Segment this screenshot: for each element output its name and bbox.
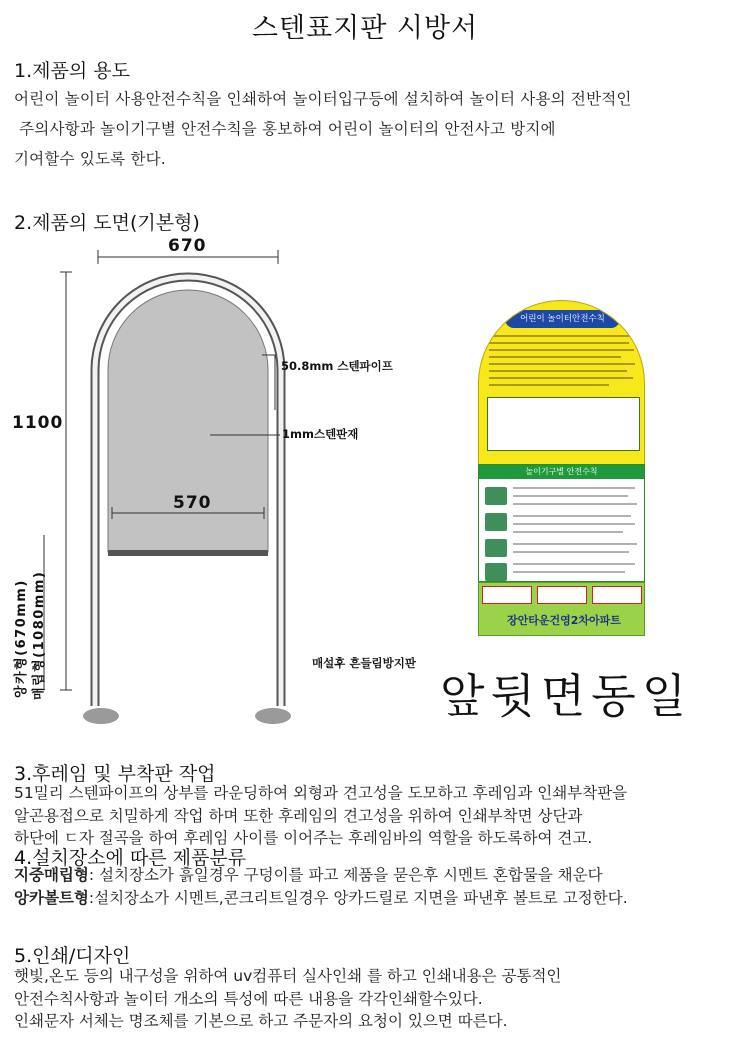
dim-width-label: 670 [168,236,207,256]
item-desc: : 설치장소가 흙일경우 구덩이를 파고 제품을 묻은후 시멘트 혼합물을 채운다 [88,866,603,884]
item-desc: :설치장소가 시멘트,콘크리트일경우 앙카드릴로 지면을 파낸후 볼트로 고정한다. [88,888,628,907]
section1-line: 어린이 놀이터 사용안전수칙을 인쇄하여 놀이터입구등에 설치하여 놀이터 사용의 전반적인 [14,90,632,108]
page-title: 스텐표지판 시방서 [251,13,479,44]
frame-bar [108,550,268,556]
section3-heading: 3.후레임 및 부착판 작업 [14,763,216,785]
base-note: 매설후 흔들림방지판 [312,656,416,670]
base-plate-left [83,708,119,724]
item-term: 지중매립형 [14,866,89,884]
section3-text [14,782,627,850]
sign-equipment-panel [478,464,645,582]
anchor-type-label: 앙카형(670mm) [14,579,29,698]
sign-preview-image [478,300,645,636]
section3-line: 알곤용접으로 치밀하게 작업 하며 또한 후레임의 견고성을 위하여 인쇄부착면 상단과 [14,806,583,825]
sign-sub-header: 놀이기구별 안전수칙 [479,465,644,479]
section5-line: 햇빛,온도 등의 내구성을 위하여 uv컴퓨터 실사인쇄 를 하고 인쇄내용은 공통적인 [14,967,562,985]
section4-list [14,864,628,909]
pipe-note: 50.8mm 스텐파이프 [281,359,393,373]
sign-header: 어린이 놀이터안전수칙 [505,310,620,328]
slide-icon [485,487,507,505]
climber-icon [485,563,507,581]
section1-heading: 1.제품의 용도 [14,60,130,82]
seesaw-icon [485,539,507,557]
dim-height-label: 1100 [12,413,64,433]
section5-line: 인쇄문자 서체는 명조체를 기본으로 하고 주문자의 요청이 있으면 따른다. [14,1012,508,1030]
sign-info-box [487,397,640,451]
sign-apartment-name: 장안타운건영2차아파트 [507,614,621,627]
sign-warning-badge [537,586,587,604]
section4-item [14,887,628,910]
section1-text [14,84,632,174]
section5-text [14,965,561,1033]
dim-inner-label: 570 [173,493,212,513]
item-term: 앙카볼트형 [14,888,89,907]
section5-line: 안전수칙사항과 놀이터 개소의 특성에 따른 내용을 각각인쇄할수있다. [14,989,483,1008]
section5-heading: 5.인쇄/디자인 [14,945,131,967]
sign-warning-badge [592,586,642,604]
section4-item [14,864,628,887]
section1-line: 주의사항과 놀이기구별 안전수칙을 홍보하여 어린이 놀이터의 안전사고 방지에 [14,120,556,138]
swing-icon [485,513,507,531]
section3-line: 하단에 ㄷ자 절곡을 하여 후레임 사이를 이어주는 후레임바의 역할을 하도록하여 견고. [14,829,593,847]
buried-type-label: 매립형(1080mm) [32,570,47,700]
section4-heading: 4.설치장소에 따른 제품분류 [14,847,247,869]
section1-line: 기여할수 있도록 한다. [14,150,166,168]
sign-bottom-panel [478,582,645,636]
sign-warning-badge [482,586,532,604]
same-both-sides-label: 앞뒷면동일 [440,669,693,723]
sign-yellow-panel [478,300,645,465]
section2-heading: 2.제품의 도면(기본형) [14,212,200,234]
base-plate-right [255,708,291,724]
section3-line: 51밀리 스텐파이프의 상부를 라운딩하여 외형과 견고성을 도모하고 후레임과 인쇄부착판을 [14,784,628,802]
plate-note: 1mm스텐판재 [282,427,359,441]
